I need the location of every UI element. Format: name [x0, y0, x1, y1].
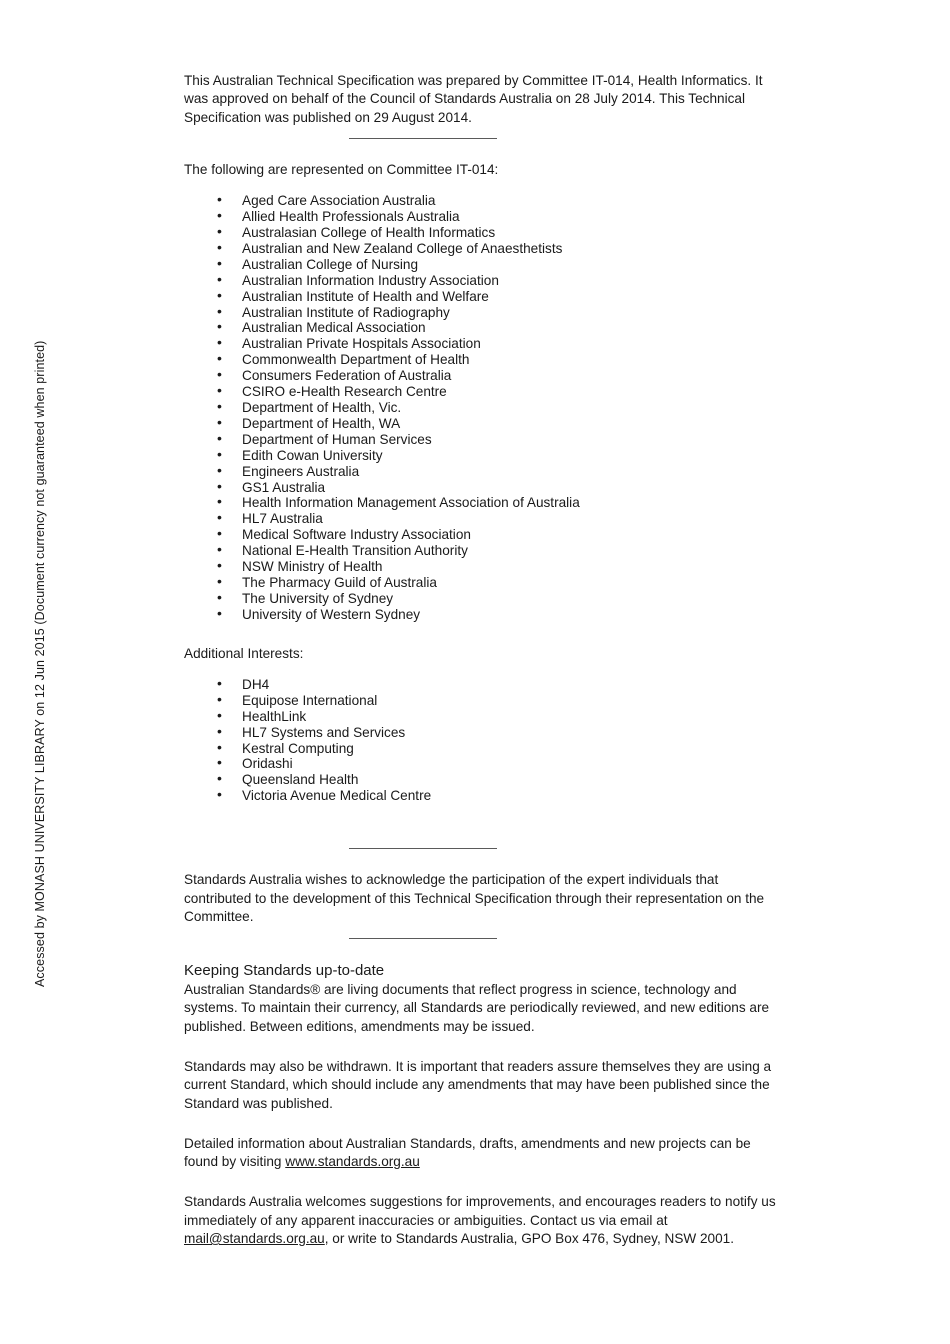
list-item: • Department of Human Services — [184, 432, 784, 448]
list-item: • Consumers Federation of Australia — [184, 368, 784, 384]
keeping-standards-paragraph-4 — [184, 1193, 784, 1248]
keeping-standards-paragraph-1: Australian Standards® are living documents that reflect progress in science, technology and systems. To maintain their currency, all Standards are periodically reviewed, and new editions are published. Between editions, amendments may be issued. — [184, 982, 770, 1034]
list-item: • Oridashi — [184, 756, 784, 772]
list-item: • Queensland Health — [184, 772, 784, 788]
list-item: • Australian Information Industry Association — [184, 273, 784, 289]
list-item: • GS1 Australia — [184, 480, 784, 496]
list-item: • Department of Health, Vic. — [184, 400, 784, 416]
intro-paragraph: This Australian Technical Specification was prepared by Committee IT-014, Health Informatics. It was approved on behalf of the Council of Standards Australia on 28 July 2014. This Technical Specification was published on 29 August 2014. — [184, 73, 763, 125]
list-item: • Australian College of Nursing — [184, 257, 784, 273]
list-item: • Aged Care Association Australia — [184, 193, 784, 209]
list-item: • Commonwealth Department of Health — [184, 352, 784, 368]
list-item: • Kestral Computing — [184, 741, 784, 757]
list-item: • Australian Medical Association — [184, 320, 784, 336]
list-item: • Equipose International — [184, 693, 784, 709]
list-item: • HealthLink — [184, 709, 784, 725]
access-stamp-text: Accessed by MONASH UNIVERSITY LIBRARY on 12 Jun 2015 (Document currency not guaranteed when printed) — [33, 340, 47, 987]
acknowledgement-paragraph: Standards Australia wishes to acknowledge the participation of the expert individuals that contributed to the development of this Technical Specification through their representation on the Committee. — [184, 872, 765, 924]
list-item: • Department of Health, WA — [184, 416, 784, 432]
committee-member-list — [184, 193, 784, 622]
document-page — [184, 72, 784, 1248]
list-item: • CSIRO e-Health Research Centre — [184, 384, 784, 400]
list-item: • The University of Sydney — [184, 591, 784, 607]
list-item: • The Pharmacy Guild of Australia — [184, 575, 784, 591]
list-item: • Victoria Avenue Medical Centre — [184, 788, 784, 804]
para3-text: Detailed information about Australian Standards, drafts, amendments and new projects can be found by visiting — [184, 1135, 751, 1170]
list-item: • HL7 Systems and Services — [184, 725, 784, 741]
keeping-standards-paragraph-3 — [184, 1135, 784, 1172]
standards-email-link[interactable]: mail@standards.org.au — [184, 1231, 325, 1247]
keeping-standards-paragraph-2: Standards may also be withdrawn. It is important that readers assure themselves they are using a current Standard, which should include any amendments that may have been published since the Standard was published. — [184, 1058, 772, 1111]
list-item: • Health Information Management Association of Australia — [184, 495, 784, 511]
list-item: • Medical Software Industry Association — [184, 527, 784, 543]
list-item: • DH4 — [184, 677, 784, 693]
committee-lead-in: The following are represented on Committee IT-014: — [184, 161, 499, 177]
list-item: • Australian Institute of Health and Welfare — [184, 289, 784, 305]
standards-website-link[interactable]: www.standards.org.au — [285, 1154, 420, 1170]
list-item: • NSW Ministry of Health — [184, 559, 784, 575]
list-item: • Engineers Australia — [184, 464, 784, 480]
para4-text-after: , or write to Standards Australia, GPO Box 476, Sydney, NSW 2001. — [324, 1231, 735, 1247]
list-item: • Allied Health Professionals Australia — [184, 209, 784, 225]
section-heading-keeping-standards: Keeping Standards up-to-date — [184, 962, 385, 980]
para4-text-before: Standards Australia welcomes suggestions for improvements, and encourages readers to notify us immediately of any apparent inaccuracies or ambiguities. Contact us via email at — [184, 1194, 776, 1228]
list-item: • Australian Institute of Radiography — [184, 305, 784, 321]
list-item: • Australian and New Zealand College of Anaesthetists — [184, 241, 784, 257]
list-item: • Australian Private Hospitals Association — [184, 336, 784, 352]
additional-interests-list — [184, 677, 784, 804]
additional-interests-lead-in: Additional Interests: — [184, 645, 304, 661]
list-item: • University of Western Sydney — [184, 607, 784, 623]
list-item: • National E-Health Transition Authority — [184, 543, 784, 559]
list-item: • Edith Cowan University — [184, 448, 784, 464]
list-item: • HL7 Australia — [184, 511, 784, 527]
list-item: • Australasian College of Health Informatics — [184, 225, 784, 241]
access-stamp — [0, 0, 60, 1344]
